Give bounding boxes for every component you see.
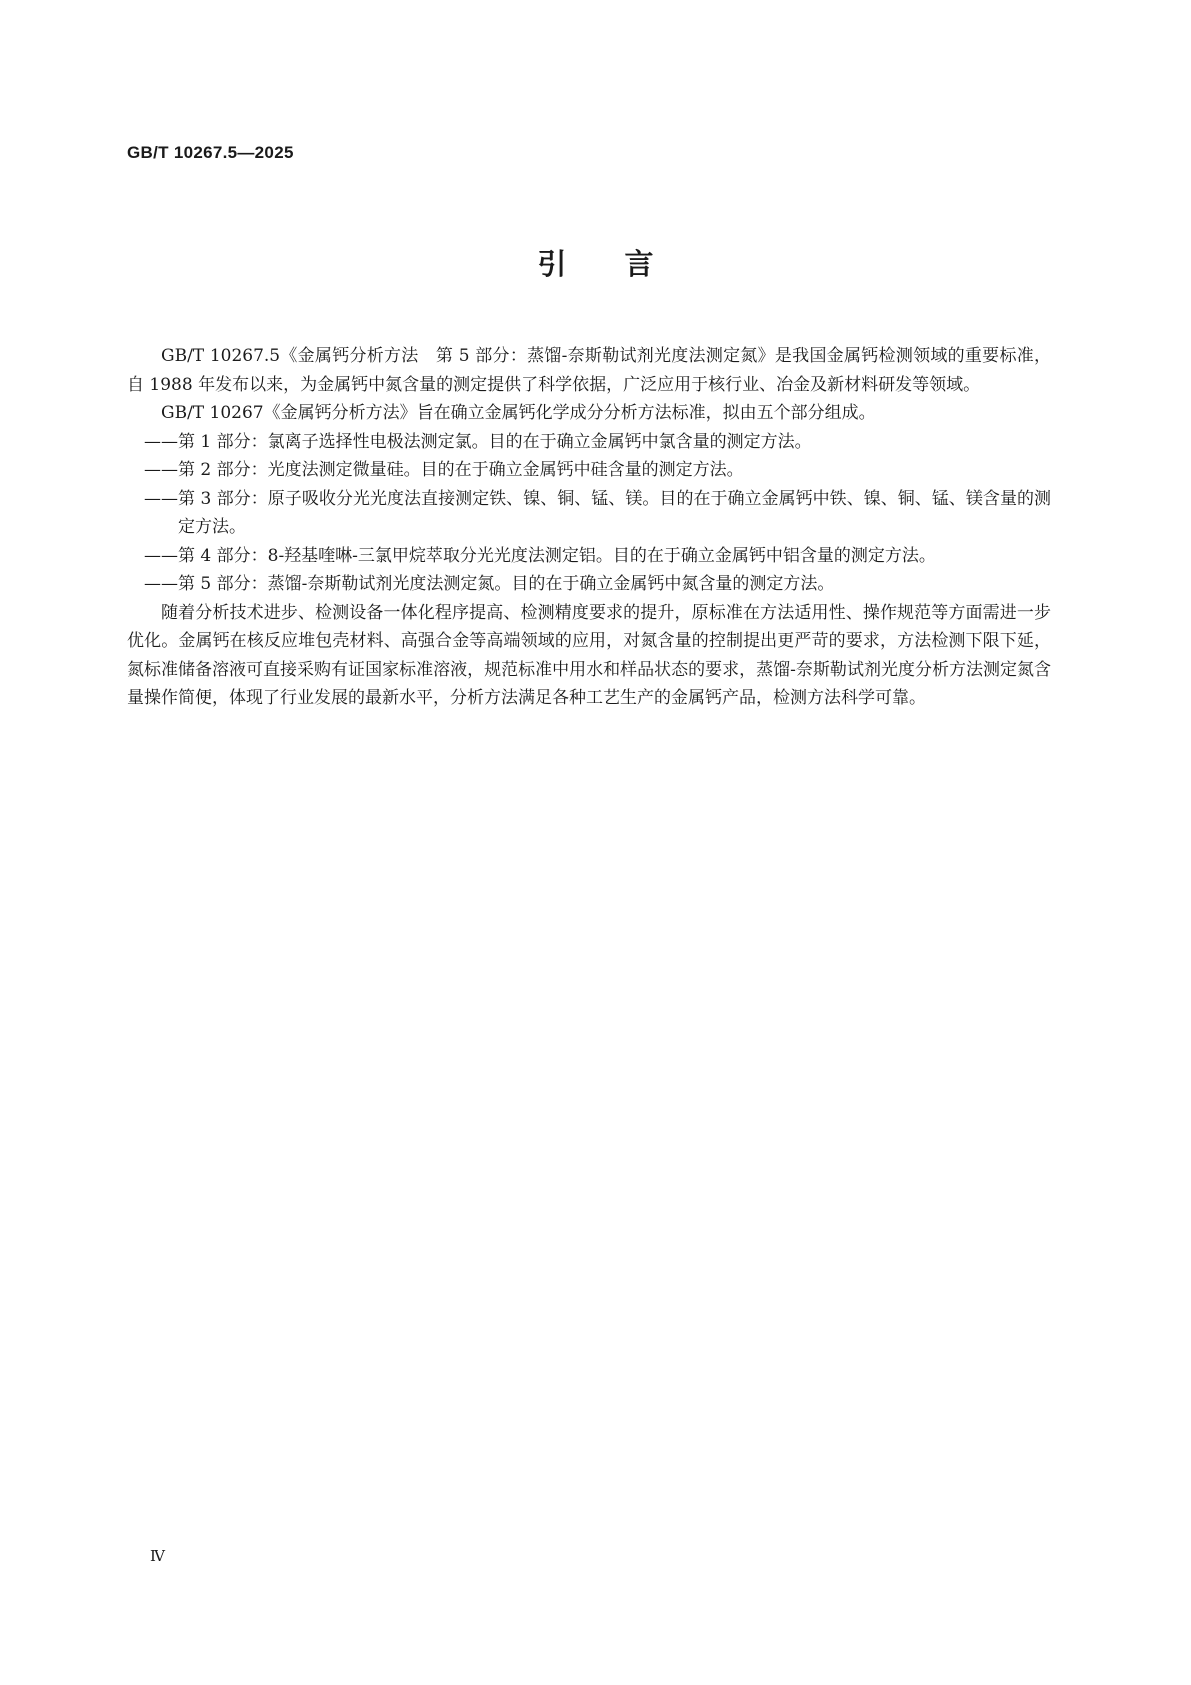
part-list-item: ——第 4 部分：8-羟基喹啉-三氯甲烷萃取分光光度法测定铝。目的在于确立金属钙中铝含量的测定方法。 [144,545,936,566]
part-list-item: ——第 5 部分：蒸馏-奈斯勒试剂光度法测定氮。目的在于确立金属钙中氮含量的测定方法。 [144,574,835,594]
document-body [127,342,1051,713]
part-list-item: ——第 3 部分：原子吸收分光光度法直接测定铁、镍、铜、锰、镁。目的在于确立金属钙中铁、镍、铜、锰、镁含量的测定方法。 [144,488,1051,537]
page-number: Ⅳ [150,1547,165,1565]
rationale-paragraph: 随着分析技术进步、检测设备一体化程序提高、检测精度要求的提升，原标准在方法适用性、操作规范等方面需进一步优化。金属钙在核反应堆包壳材料、高强合金等高端领域的应用，对氮含量的控制提出更严苛的要求，方法检测下限下延，氮标准储备溶液可直接采购有证国家标准溶液，规范标准中用水和样品状态的要求，蒸馏-奈斯勒试剂光度分析方法测定氮含量操作简便，体现了行业发展的最新水平，分析方法满足各种工艺生产的金属钙产品，检测方法科学可靠。 [127,602,1051,708]
part-list-item: ——第 2 部分：光度法测定微量硅。目的在于确立金属钙中硅含量的测定方法。 [144,460,744,480]
structure-paragraph: GB/T 10267《金属钙分析方法》旨在确立金属钙化学成分分析方法标准，拟由五个部分组成。 [161,403,876,423]
intro-paragraph: GB/T 10267.5《金属钙分析方法 第 5 部分：蒸馏-奈斯勒试剂光度法测定氮》是我国金属钙检测领域的重要标准，自 1988 年发布以来，为金属钙中氮含量的测定提供了科学依据，广泛应用于核行业、冶金及新材料研发等领域。 [127,346,1051,395]
standard-code: GB/T 10267.5—2025 [127,143,294,162]
part-list-item: ——第 1 部分：氯离子选择性电极法测定氯。目的在于确立金属钙中氯含量的测定方法。 [144,431,812,452]
page-title: 引言 [537,247,712,281]
